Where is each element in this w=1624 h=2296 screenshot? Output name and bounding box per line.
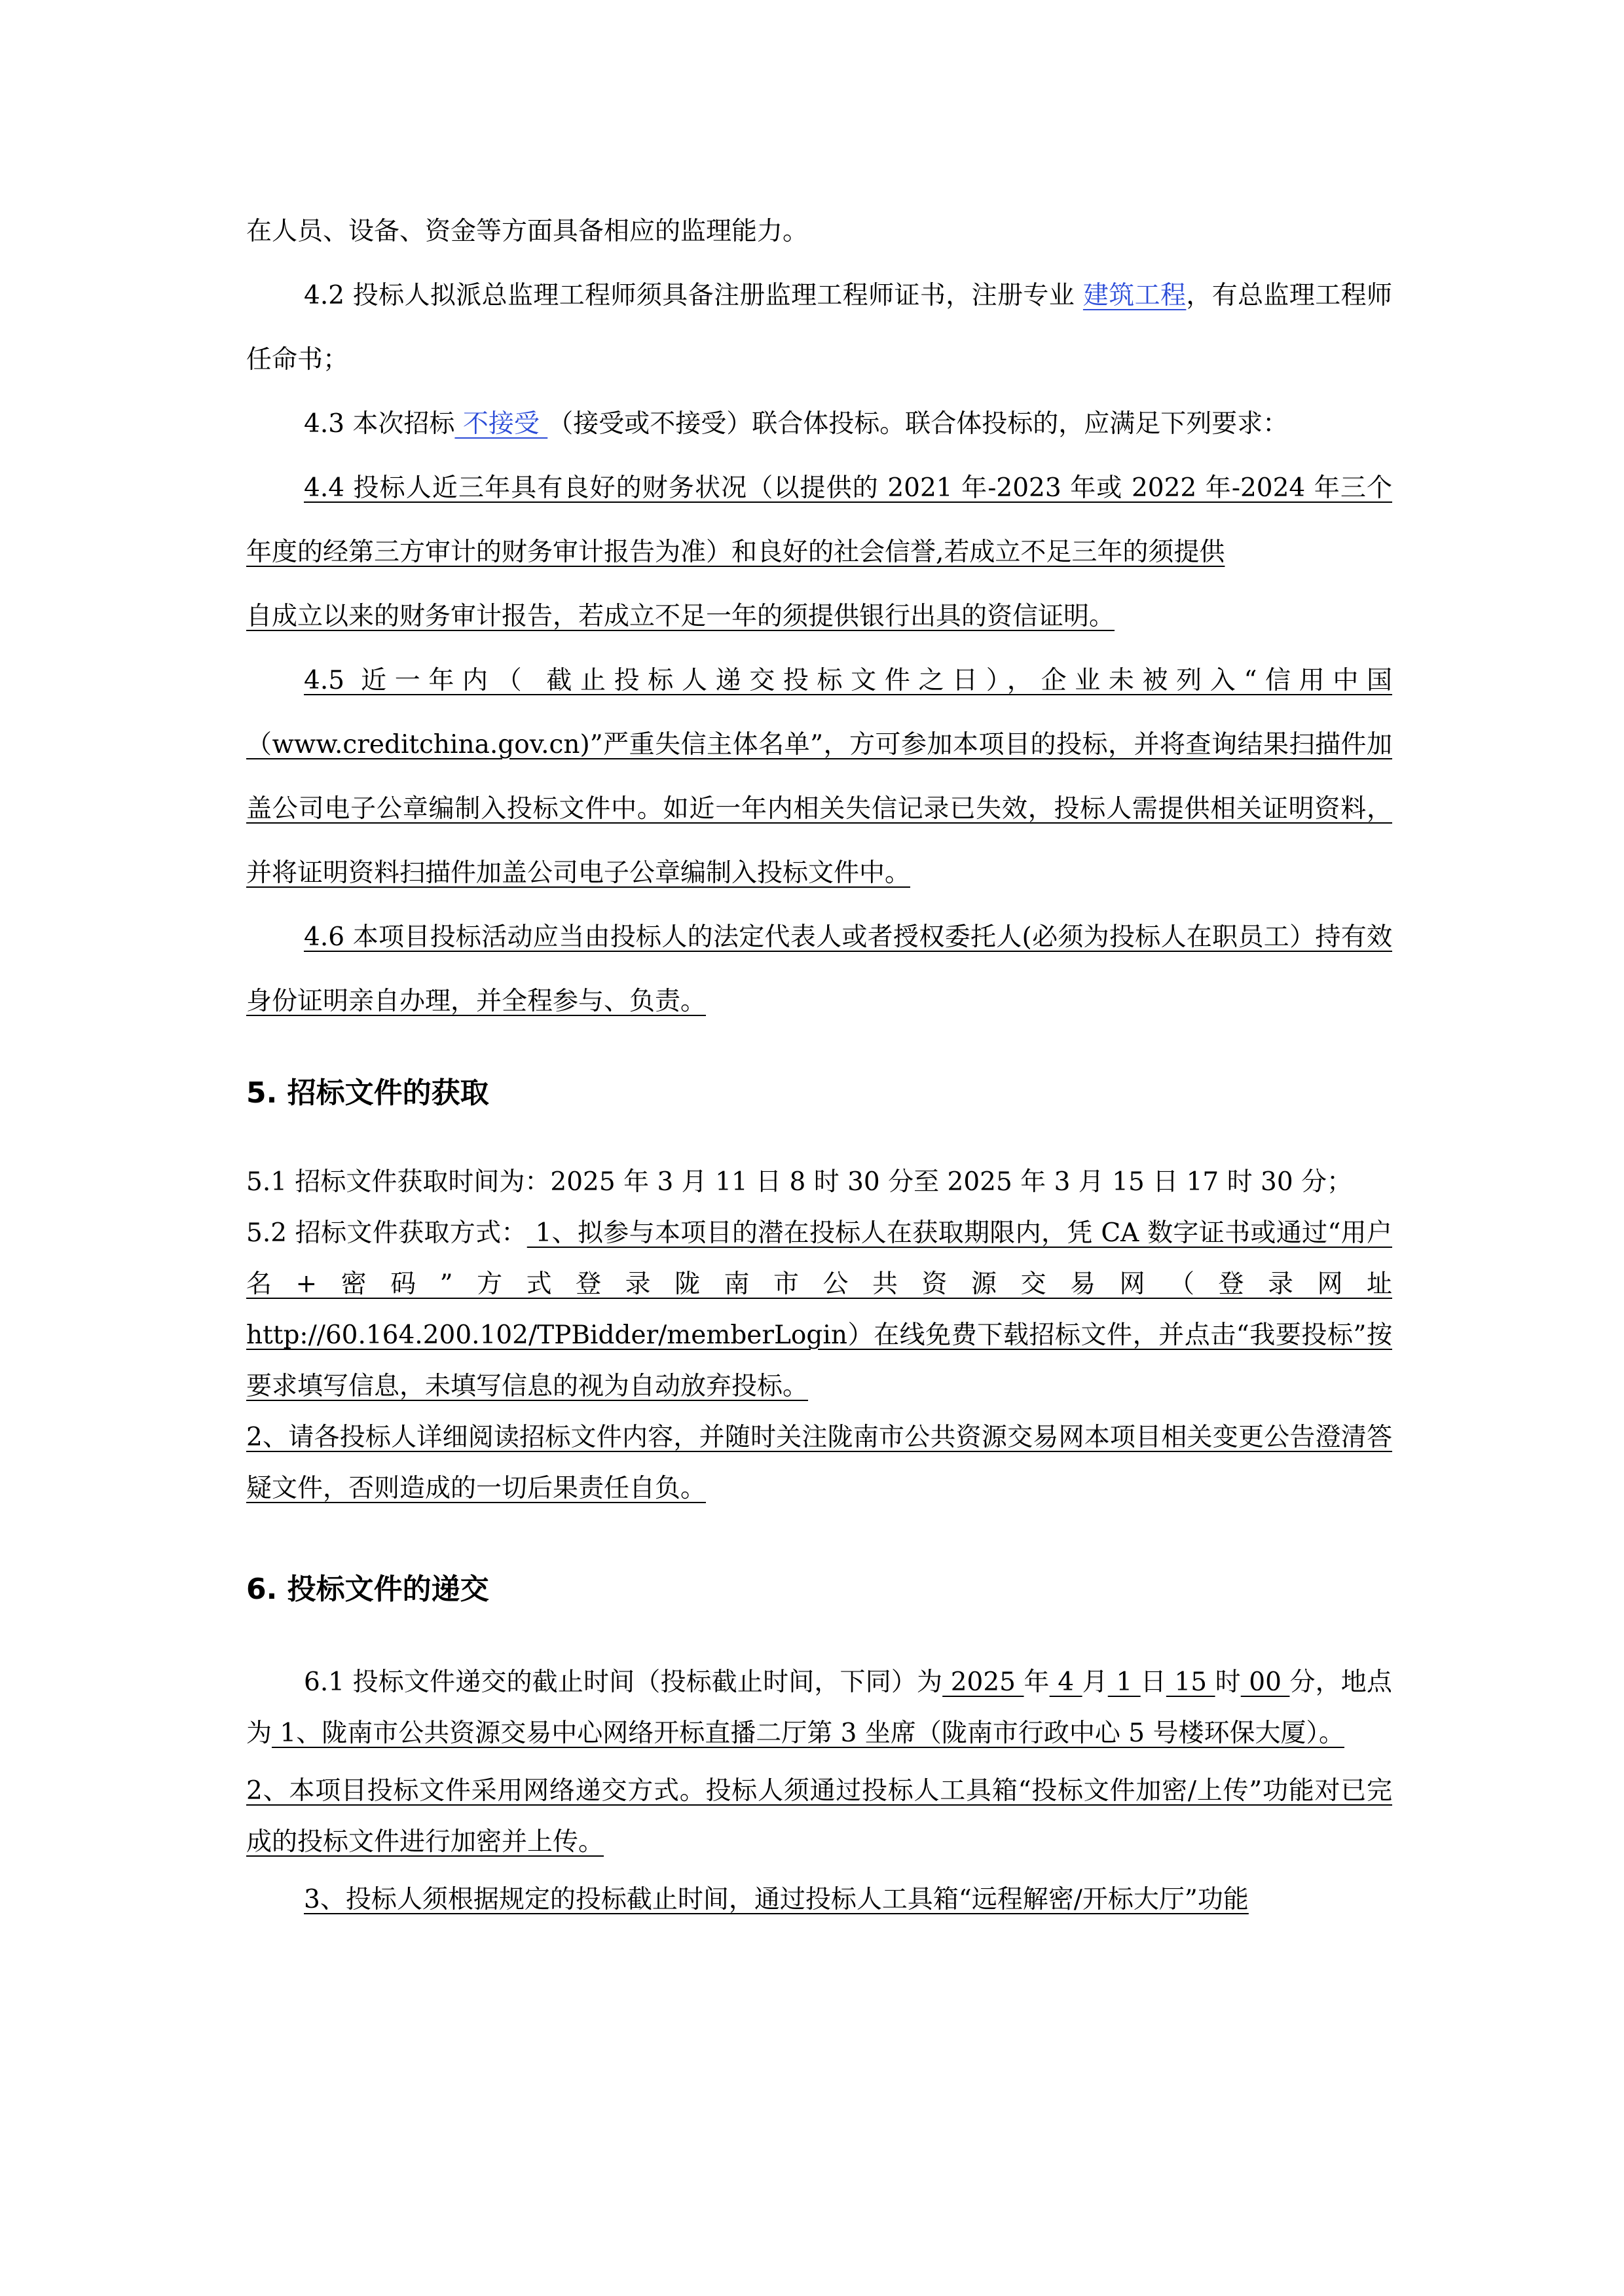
paragraph-4-4-continued <box>246 585 1392 649</box>
paragraph-4-3-text-a: 4.3 本次招标 <box>304 409 455 439</box>
paragraph-6-1-item-2-text: 2、本项目投标文件采用网络递交方式。投标人须通过投标人工具箱“投标文件加密/上传”功能对已完成的投标文件进行加密并上传。 <box>246 1776 1392 1857</box>
paragraph-intro: 在人员、设备、资金等方面具备相应的监理能力。 <box>246 217 809 246</box>
paragraph-5-2-method: 1、拟参与本项目的潜在投标人在获取期限内，凭 CA 数字证书或通过“用户名+密码”方式登录陇南市公共资源交易网（登录网址 http://60.164.200.102/TPBidder/memberLogin）在线免费下载招标文件，并点击“我要投标”按要求填写信息，未填写信息的视为自动放弃投标。 <box>246 1218 1392 1401</box>
paragraph-6-1 <box>246 1657 1392 1759</box>
paragraph-6-1-item-2 <box>246 1766 1392 1868</box>
paragraph-4-4 <box>246 456 1392 585</box>
deadline-month-unit: 月 <box>1082 1667 1108 1697</box>
deadline-month: 4 <box>1049 1667 1082 1697</box>
section-5-heading: 5. 招标文件的获取 <box>246 1076 489 1110</box>
deadline-year-unit: 年 <box>1024 1667 1050 1697</box>
deadline-year: 2025 <box>942 1667 1024 1697</box>
paragraph-4-3 <box>246 392 1392 456</box>
paragraph-4-6-text: 4.6 本项目投标活动应当由投标人的法定代表人或者授权委托人(必须为投标人在职员工）持有效身份证明亲自办理，并全程参与、负责。 <box>246 922 1392 1016</box>
paragraph-4-4-text-a: 4.4 投标人近三年具有良好的财务状况（以提供的 2021 年-2023 年或 2022 年-2024 年三个年度的经第三方审计的财务审计报告为准）和良好的社会信誉,若成立不足三年的须提供 <box>246 473 1392 567</box>
paragraph-4-2-text-a: 4.2 投标人拟派总监理工程师须具备注册监理工程师证书，注册专业 <box>304 281 1083 310</box>
deadline-hour-unit: 时 <box>1215 1667 1241 1697</box>
submission-location: 1、陇南市公共资源交易中心网络开标直播二厅第 3 坐席（陇南市行政中心 5 号楼环保大厦）。 <box>272 1719 1344 1748</box>
paragraph-4-2-text-b: ，有总监理工程师任命书； <box>246 281 1392 374</box>
paragraph-6-1-item-3 <box>246 1874 1392 1925</box>
deadline-minute: 00 <box>1240 1667 1290 1697</box>
paragraph-6-1-text-b: 分，地点为 <box>246 1667 1392 1748</box>
paragraph-6-1-text-a: 6.1 投标文件递交的截止时间（投标截止时间，下同）为 <box>304 1667 943 1697</box>
paragraph-4-3-text-b: （接受或不接受）联合体投标。联合体投标的，应满足下列要求： <box>547 409 1289 439</box>
paragraph-5-2-item-2 <box>246 1412 1392 1514</box>
paragraph-4-5 <box>246 649 1392 905</box>
paragraph-4-6 <box>246 905 1392 1034</box>
document-body <box>246 200 1392 1925</box>
paragraph-5-2-label: 5.2 招标文件获取方式： <box>246 1218 527 1248</box>
registered-specialty-link[interactable]: 建筑工程 <box>1082 281 1187 310</box>
paragraph-5-2-item-2-text: 2、请各投标人详细阅读招标文件内容，并随时关注陇南市公共资源交易网本项目相关变更公告澄清答疑文件，否则造成的一切后果责任自负。 <box>246 1423 1392 1503</box>
paragraph-6-1-item-3-text: 3、投标人须根据规定的投标截止时间，通过投标人工具箱“远程解密/开标大厅”功能 <box>304 1885 1249 1914</box>
paragraph-5-1: 5.1 招标文件获取时间为：2025 年 3 月 11 日 8 时 30 分至 2025 年 3 月 15 日 17 时 30 分； <box>246 1167 1353 1197</box>
consortium-option-link[interactable]: 不接受 <box>454 409 548 439</box>
paragraph-4-5-text: 4.5 近一年内（ 截止投标人递交投标文件之日），企业未被列入“信用中国（www.creditchina.gov.cn)”严重失信主体名单”，方可参加本项目的投标，并将查询结果扫描件加盖公司电子公章编制入投标文件中。如近一年内相关失信记录已失效，投标人需提供相关证明资料，并将证明资料扫描件加盖公司电子公章编制入投标文件中。 <box>246 666 1392 888</box>
deadline-day-unit: 日 <box>1140 1667 1166 1697</box>
paragraph-5-2 <box>246 1208 1392 1412</box>
paragraph-4-4-text-b: 自成立以来的财务审计报告，若成立不足一年的须提供银行出具的资信证明。 <box>246 602 1115 631</box>
deadline-day: 1 <box>1107 1667 1141 1697</box>
section-6-heading: 6. 投标文件的递交 <box>246 1573 489 1606</box>
deadline-hour: 15 <box>1166 1667 1215 1697</box>
paragraph-4-2 <box>246 264 1392 392</box>
